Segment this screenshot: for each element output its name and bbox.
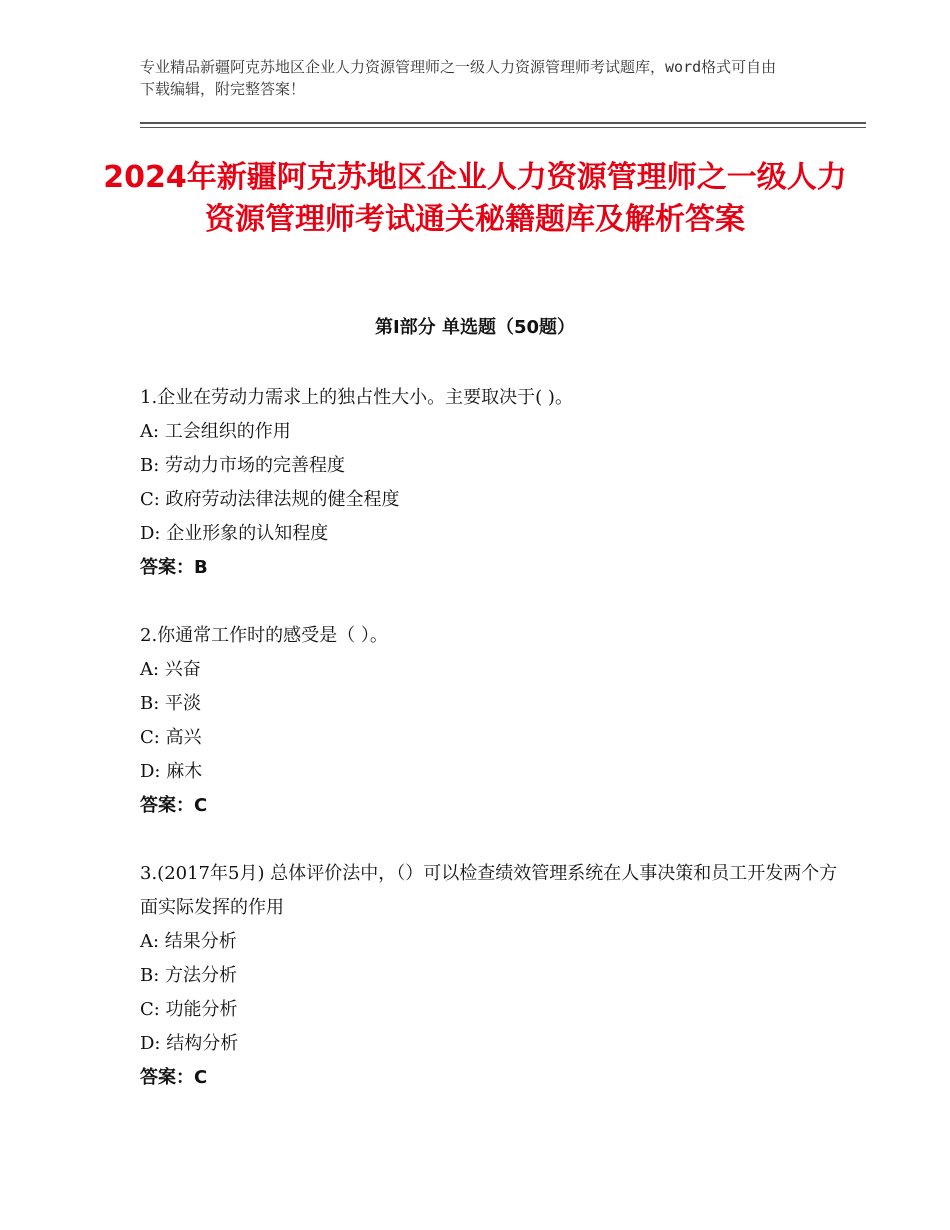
answer: 答案：C	[140, 1067, 208, 1088]
option-c: C: 政府劳动法律法规的健全程度	[140, 489, 400, 510]
option-c: C: 高兴	[140, 727, 202, 748]
header-note: 专业精品新疆阿克苏地区企业人力资源管理师之一级人力资源管理师考试题库，word格式可自由下载编辑，附完整答案！	[140, 58, 777, 98]
option-d: D: 企业形象的认知程度	[140, 523, 329, 544]
document-title: 2024年新疆阿克苏地区企业人力资源管理师之一级人力资源管理师考试通关秘籍题库及解析答案	[103, 160, 847, 237]
option-d: D: 麻木	[140, 761, 203, 782]
question-3	[140, 857, 840, 1095]
question-2	[140, 619, 840, 823]
header-rule-thick	[140, 122, 866, 124]
question-text: 1.企业在劳动力需求上的独占性大小。主要取决于( )。	[140, 387, 573, 408]
question-text: 2.你通常工作时的感受是（ ）。	[140, 625, 388, 646]
option-b: B: 方法分析	[140, 965, 238, 986]
section-title: 第Ⅰ部分 单选题（50题）	[374, 317, 575, 338]
answer: 答案：B	[140, 557, 208, 578]
option-a: A: 工会组织的作用	[140, 421, 291, 442]
option-a: A: 兴奋	[140, 659, 201, 680]
option-b: B: 劳动力市场的完善程度	[140, 455, 346, 476]
question-1	[140, 381, 840, 585]
option-d: D: 结构分析	[140, 1033, 239, 1054]
option-c: C: 功能分析	[140, 999, 238, 1020]
option-a: A: 结果分析	[140, 931, 237, 952]
header-rule-thin	[140, 127, 866, 128]
answer: 答案：C	[140, 795, 208, 816]
option-b: B: 平淡	[140, 693, 202, 714]
question-text: 3.(2017年5月) 总体评价法中，（）可以检查绩效管理系统在人事决策和员工开发两个方面实际发挥的作用	[140, 863, 838, 918]
